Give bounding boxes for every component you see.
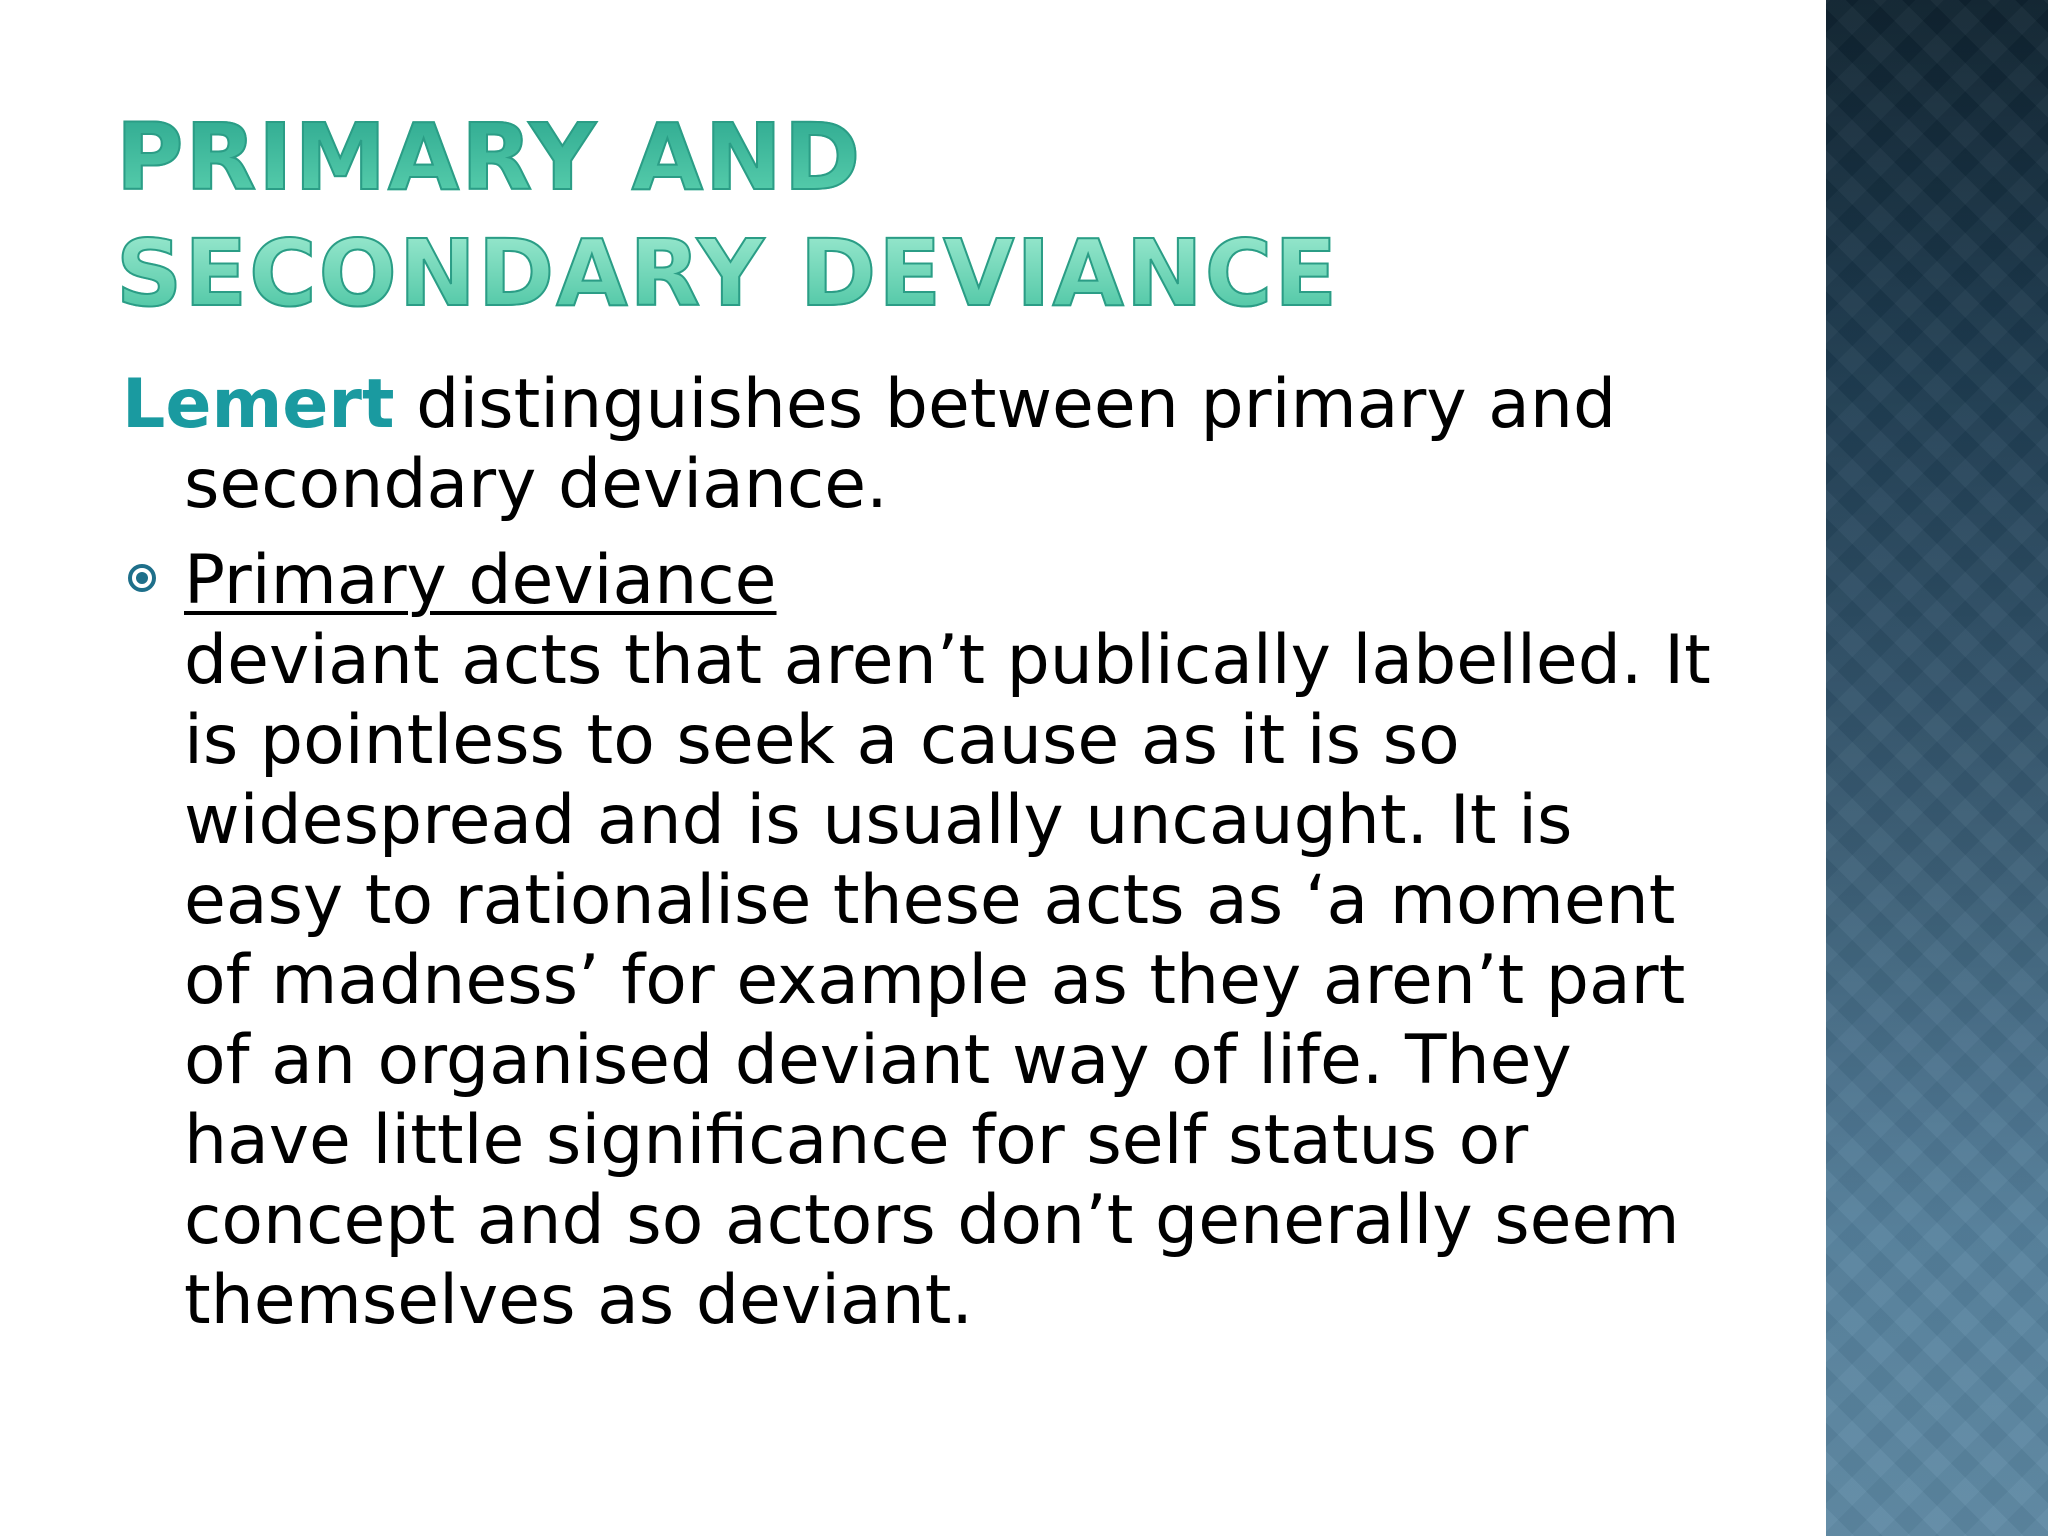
bullet-item	[122, 541, 1712, 1341]
bullet-heading: Primary deviance	[184, 541, 777, 620]
radio-bullet-icon	[128, 564, 156, 592]
intro-text: distinguishes between primary and secondary deviance.	[184, 365, 1617, 524]
side-decoration-panel	[1826, 0, 2048, 1536]
intro-paragraph	[122, 365, 1712, 525]
slide-body	[122, 365, 1712, 1341]
intro-highlight: Lemert	[122, 365, 395, 444]
slide-title: PRIMARY AND SECONDARY DEVIANCE	[116, 100, 1416, 332]
bullet-text: deviant acts that aren’t publically labelled. It is pointless to seek a cause as it is so widespread and is usually uncaught. It is easy to rationalise these acts as ‘a moment of madness’ for example as they aren’t part of an organised deviant way of life. They have little significance for self status or concept and so actors don’t generally seem themselves as deviant.	[184, 621, 1711, 1340]
